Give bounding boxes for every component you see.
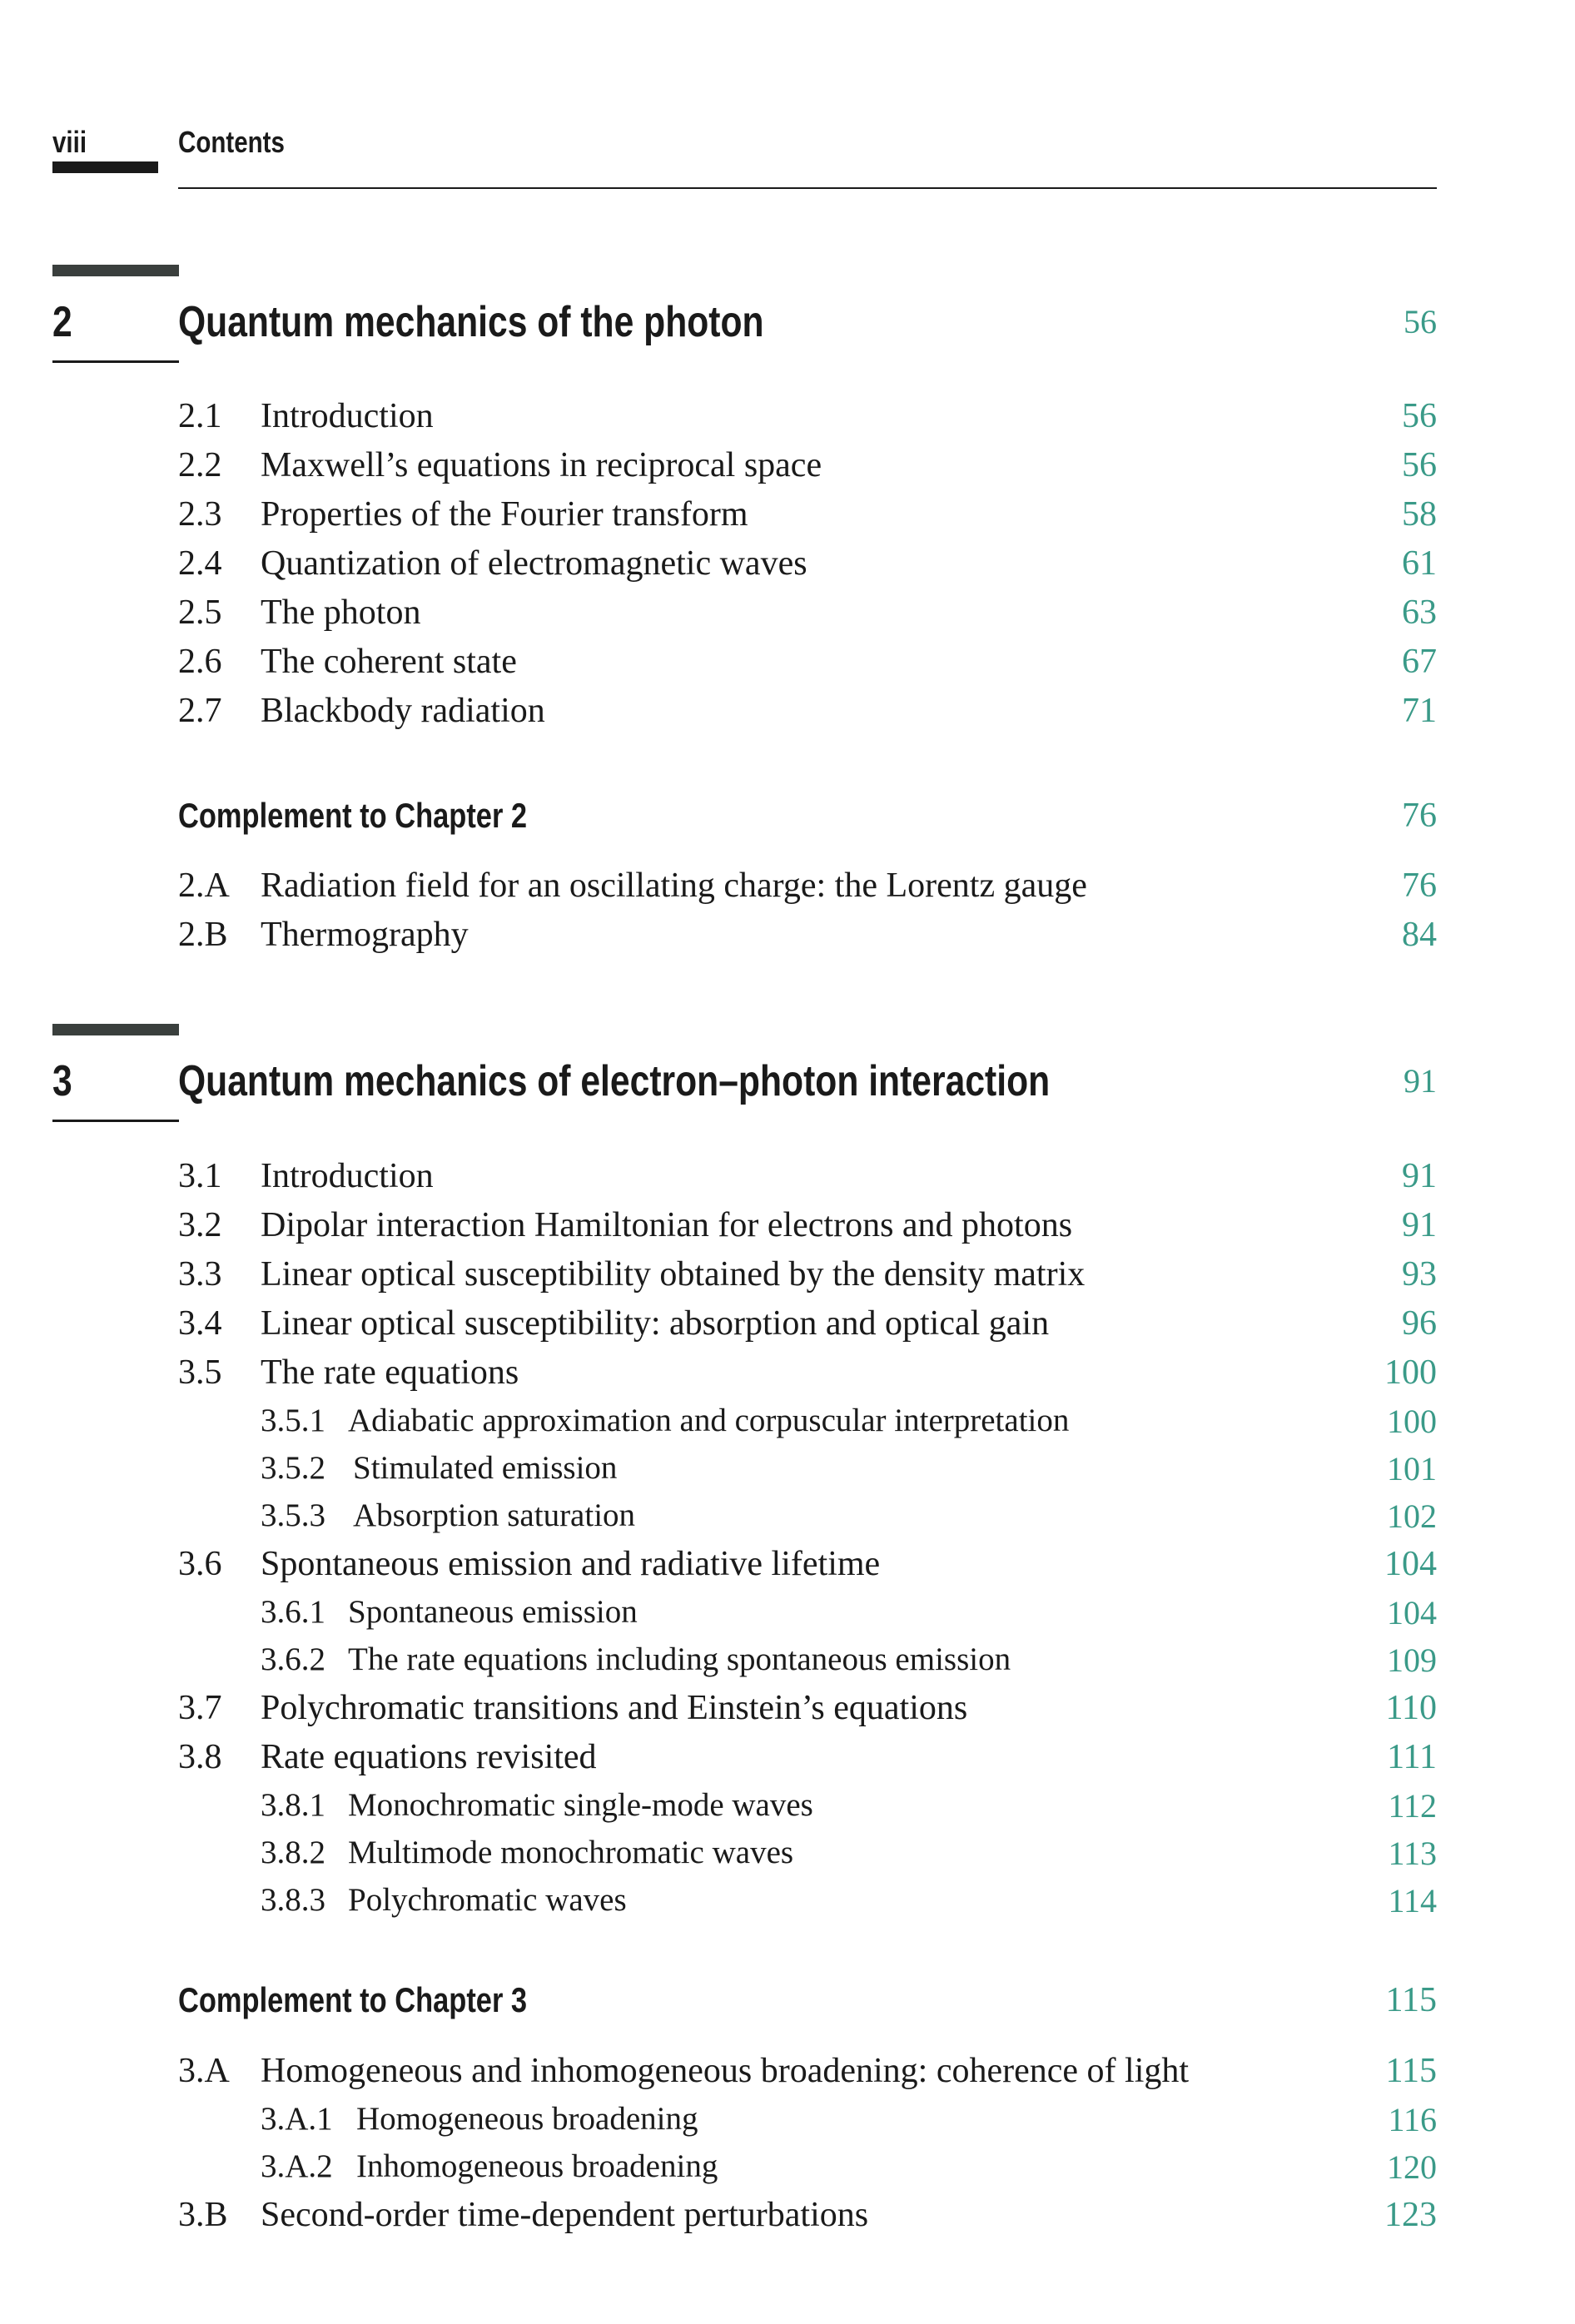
subsection-page: 104 [1387, 1594, 1437, 1631]
section-number: 3.5 [178, 1353, 222, 1392]
toc-subentry[interactable] [178, 2100, 1437, 2148]
section-number: 3.1 [178, 1157, 222, 1195]
section-number: 2.6 [178, 643, 222, 681]
section-title: Properties of the Fourier transform [261, 495, 748, 534]
toc-entry[interactable] [178, 1737, 1437, 1786]
section-title: Rate equations revisited [261, 1738, 597, 1776]
section-page: 111 [1387, 1738, 1437, 1776]
section-page: 91 [1402, 1157, 1437, 1195]
section-number: 2.3 [178, 495, 222, 534]
toc-entry[interactable] [178, 1353, 1437, 1402]
chapter-2-complement-list [178, 866, 1437, 964]
toc-subentry[interactable] [178, 1834, 1437, 1881]
toc-entry[interactable] [178, 1254, 1437, 1304]
toc-entry[interactable] [178, 1304, 1437, 1353]
subsection-title: Inhomogeneous broadening [356, 2148, 718, 2184]
chapter-3-complement-list [178, 2051, 1437, 2244]
section-page: 61 [1402, 544, 1437, 583]
section-title: Homogeneous and inhomogeneous broadening: coherence of light [261, 2052, 1190, 2090]
toc-entry[interactable] [178, 494, 1437, 544]
section-number: 2.2 [178, 446, 222, 484]
chapter-3-top-bar [52, 1024, 179, 1035]
chapter-2-underline [52, 360, 179, 363]
section-title: Introduction [261, 397, 434, 435]
complement-title: Complement to Chapter 3 [178, 1980, 528, 2019]
toc-entry[interactable] [178, 1205, 1437, 1254]
toc-entry[interactable] [178, 445, 1437, 494]
subsection-number: 3.8.3 [261, 1882, 325, 1918]
chapter-2-complement-heading[interactable] [178, 796, 1437, 846]
section-page: 93 [1402, 1255, 1437, 1294]
toc-subentry[interactable] [178, 1593, 1437, 1641]
chapter-2-title[interactable]: Quantum mechanics of the photon [178, 298, 764, 346]
section-page: 91 [1402, 1206, 1437, 1244]
toc-entry[interactable] [178, 396, 1437, 445]
subsection-number: 3.5.3 [261, 1497, 325, 1533]
subsection-page: 113 [1388, 1835, 1437, 1872]
section-title: The coherent state [261, 643, 517, 681]
section-title: Linear optical susceptibility obtained by the density matrix [261, 1255, 1086, 1294]
toc-entry[interactable] [178, 1688, 1437, 1737]
subsection-page: 102 [1387, 1497, 1437, 1535]
subsection-title: The rate equations including spontaneous emission [348, 1641, 1011, 1677]
subsection-page: 116 [1388, 2101, 1437, 2138]
subsection-page: 112 [1388, 1787, 1437, 1825]
subsection-title: Homogeneous broadening [356, 2101, 698, 2137]
subsection-title: Polychromatic waves [348, 1882, 627, 1918]
toc-entry[interactable] [178, 593, 1437, 642]
section-title: Blackbody radiation [261, 692, 545, 730]
section-number: 3.3 [178, 1255, 222, 1294]
section-page: 58 [1402, 495, 1437, 534]
section-number: 3.4 [178, 1304, 222, 1343]
chapter-3-underline [52, 1120, 179, 1122]
section-page: 115 [1385, 2052, 1437, 2090]
section-page: 100 [1384, 1353, 1437, 1392]
toc-entry[interactable] [178, 915, 1437, 964]
subsection-title: Multimode monochromatic waves [348, 1835, 794, 1870]
running-header-bar [52, 161, 158, 173]
toc-subentry[interactable] [178, 1497, 1437, 1544]
toc-entry[interactable] [178, 642, 1437, 691]
section-page: 56 [1402, 397, 1437, 435]
toc-entry[interactable] [178, 1156, 1437, 1205]
section-number: 3.A [178, 2052, 230, 2090]
section-title: Linear optical susceptibility: absorption and optical gain [261, 1304, 1050, 1343]
section-page: 110 [1385, 1689, 1437, 1727]
section-page: 104 [1384, 1545, 1437, 1583]
subsection-title: Absorption saturation [353, 1497, 636, 1533]
section-number: 3.6 [178, 1545, 222, 1583]
section-title: Introduction [261, 1157, 434, 1195]
chapter-3-page[interactable]: 91 [1404, 1062, 1437, 1100]
subsection-title: Stimulated emission [353, 1450, 618, 1486]
chapter-2-number: 2 [52, 298, 72, 346]
subsection-title: Adiabatic approximation and corpuscular interpretation [348, 1403, 1070, 1438]
subsection-number: 3.A.1 [261, 2101, 333, 2137]
toc-subentry[interactable] [178, 1641, 1437, 1688]
section-title: Radiation field for an oscillating charge: the Lorentz gauge [261, 867, 1087, 905]
section-title: The photon [261, 593, 421, 632]
toc-entry[interactable] [178, 2051, 1437, 2100]
section-number: 2.A [178, 867, 230, 905]
section-number: 2.B [178, 916, 228, 954]
running-header-title: Contents [178, 125, 285, 159]
section-page: 56 [1402, 446, 1437, 484]
complement-page: 115 [1385, 1981, 1437, 2019]
running-header-page-number: viii [52, 125, 87, 159]
section-number: 2.1 [178, 397, 222, 435]
section-number: 2.5 [178, 593, 222, 632]
section-number: 3.B [178, 2196, 228, 2234]
section-page: 123 [1384, 2196, 1437, 2234]
toc-entry[interactable] [178, 691, 1437, 740]
subsection-title: Spontaneous emission [348, 1594, 638, 1630]
section-title: Dipolar interaction Hamiltonian for electrons and photons [261, 1206, 1073, 1244]
chapter-2-section-list [178, 396, 1437, 740]
toc-subentry[interactable] [178, 1786, 1437, 1834]
complement-page: 76 [1402, 797, 1437, 835]
subsection-number: 3.6.2 [261, 1641, 325, 1677]
subsection-page: 114 [1388, 1882, 1437, 1919]
subsection-page: 109 [1387, 1641, 1437, 1679]
section-page: 71 [1402, 692, 1437, 730]
subsection-number: 3.5.2 [261, 1450, 325, 1486]
section-page: 96 [1402, 1304, 1437, 1343]
chapter-2-top-bar [52, 265, 179, 276]
toc-entry[interactable] [178, 544, 1437, 593]
section-page: 84 [1402, 916, 1437, 954]
subsection-page: 101 [1387, 1450, 1437, 1487]
subsection-title: Monochromatic single-mode waves [348, 1787, 813, 1823]
subsection-number: 3.A.2 [261, 2148, 333, 2184]
toc-subentry[interactable] [178, 1402, 1437, 1449]
chapter-3-number: 3 [52, 1057, 72, 1105]
toc-subentry[interactable] [178, 1881, 1437, 1929]
toc-subentry[interactable] [178, 2148, 1437, 2195]
section-title: Second-order time-dependent perturbations [261, 2196, 869, 2234]
subsection-number: 3.8.1 [261, 1787, 325, 1823]
chapter-3-title[interactable]: Quantum mechanics of electron–photon interaction [178, 1057, 1051, 1105]
section-title: Maxwell’s equations in reciprocal space [261, 446, 822, 484]
toc-subentry[interactable] [178, 1449, 1437, 1497]
subsection-page: 100 [1387, 1403, 1437, 1440]
toc-entry[interactable] [178, 1544, 1437, 1593]
section-number: 3.7 [178, 1689, 222, 1727]
section-page: 63 [1402, 593, 1437, 632]
section-number: 2.4 [178, 544, 222, 583]
toc-entry[interactable] [178, 2195, 1437, 2244]
section-title: Spontaneous emission and radiative lifetime [261, 1545, 881, 1583]
complement-title: Complement to Chapter 2 [178, 796, 528, 835]
section-number: 3.8 [178, 1738, 222, 1776]
section-title: Thermography [261, 916, 469, 954]
subsection-number: 3.6.1 [261, 1594, 325, 1630]
section-number: 3.2 [178, 1206, 222, 1244]
chapter-2-page[interactable]: 56 [1404, 303, 1437, 340]
section-title: Quantization of electromagnetic waves [261, 544, 807, 583]
header-rule [178, 187, 1437, 189]
subsection-number: 3.8.2 [261, 1835, 325, 1870]
section-page: 67 [1402, 643, 1437, 681]
section-page: 76 [1402, 867, 1437, 905]
section-number: 2.7 [178, 692, 222, 730]
subsection-page: 120 [1387, 2148, 1437, 2186]
toc-entry[interactable] [178, 866, 1437, 915]
subsection-number: 3.5.1 [261, 1403, 325, 1438]
section-title: Polychromatic transitions and Einstein’s equations [261, 1689, 968, 1727]
section-title: The rate equations [261, 1353, 519, 1392]
chapter-3-section-list [178, 1156, 1437, 1929]
chapter-3-complement-heading[interactable] [178, 1980, 1437, 2030]
